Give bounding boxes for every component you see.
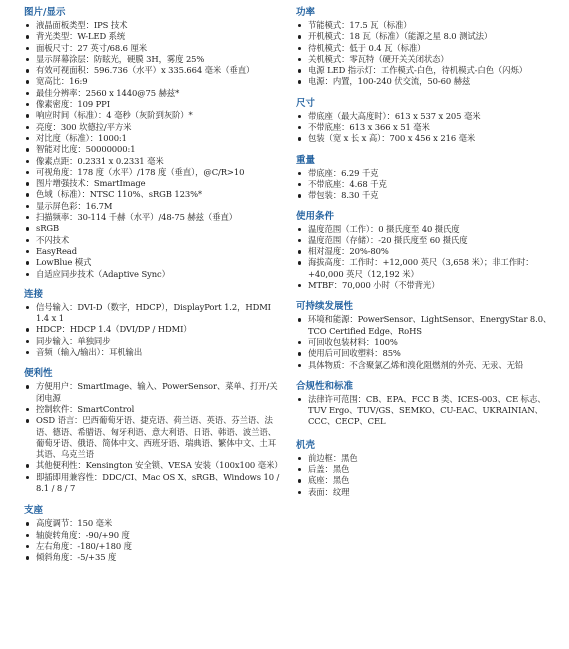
spec-item: 相对湿度：20%-80% [296, 246, 554, 257]
spec-item: 宽高比：16:9 [24, 76, 282, 87]
right-spec-section [296, 97, 554, 145]
spec-item: 不带底座：613 x 366 x 51 毫米 [296, 122, 554, 133]
spec-item: 节能模式：17.5 瓦（标准） [296, 20, 554, 31]
spec-item: 像素点距：0.2331 x 0.2331 毫米 [24, 156, 282, 167]
section-title: 支座 [24, 505, 44, 517]
spec-item: 自适应同步技术（Adaptive Sync） [24, 269, 282, 280]
spec-item: 即插即用兼容性：DDC/CI、Mac OS X、sRGB、Windows 10 / 8.1 / 8 / 7 [24, 472, 282, 495]
spec-item: 前边框：黑色 [296, 453, 554, 464]
left-spec-section [24, 367, 282, 494]
left-spec-section [24, 288, 282, 358]
spec-item: 关机模式：零瓦特（硬开关关闭状态） [296, 54, 554, 65]
spec-item: 法律许可范围：CB、EPA、FCC B 类、ICES-003、CE 标志、TUV Ergo、TUV/GS、SEMKO、CU-EAC、UKRAINIAN、CCC、CECP、CEL [296, 394, 554, 428]
spec-item: 信号输入：DVI-D（数字，HDCP），DisplayPort 1.2，HDMI 1.4 x 1 [24, 302, 282, 325]
spec-item: 可回收包装材料：100% [296, 337, 554, 348]
spec-list [296, 314, 554, 370]
spec-list [24, 381, 282, 494]
spec-item: 显示屏幕涂层：防眩光，硬膜 3H，雾度 25% [24, 54, 282, 65]
spec-list [296, 20, 554, 88]
section-title: 合规性和标准 [296, 380, 354, 392]
spec-item: OSD 语言：巴西葡萄牙语、捷克语、荷兰语、英语、芬兰语、法语、德语、希腊语、匈牙利语、意大利语、日语、韩语、波兰语、葡萄牙语、俄语、简体中文、西班牙语、瑞典语、繁体中文、土耳其语、乌克兰语 [24, 415, 282, 460]
right-spec-section [296, 210, 554, 292]
right-spec-section [296, 300, 554, 370]
section-title: 图片/显示 [24, 7, 66, 18]
spec-item: 包装（宽 x 长 x 高）：700 x 456 x 216 毫米 [296, 133, 554, 144]
spec-item: MTBF：70,000 小时（不带背光） [296, 280, 554, 291]
spec-item: 环境和能源：PowerSensor、LightSensor、EnergyStar 8.0、TCO Certified Edge、RoHS [296, 314, 554, 337]
spec-list [296, 168, 554, 202]
right-spec-section [296, 154, 554, 202]
spec-item: 温度范围（存储）：-20 摄氏度至 60 摄氏度 [296, 235, 554, 246]
spec-list [24, 20, 282, 280]
spec-item: 面板尺寸：27 英寸/68.6 厘米 [24, 43, 282, 54]
spec-item: 带底座（最大高度时）：613 x 537 x 205 毫米 [296, 111, 554, 122]
spec-item: sRGB [24, 223, 282, 234]
section-title: 机壳 [296, 439, 316, 451]
spec-list [24, 518, 282, 563]
spec-item: 左右角度：-180/+180 度 [24, 541, 282, 552]
spec-item: 电源 LED 指示灯：工作模式-白色，待机模式-白色（闪烁） [296, 65, 554, 76]
right-spec-section [296, 6, 554, 88]
spec-item: 温度范围（工作）：0 摄氏度至 40 摄氏度 [296, 224, 554, 235]
spec-item: 电源：内置，100-240 伏交流，50-60 赫兹 [296, 76, 554, 87]
spec-item: 海拔高度：工作时：+12,000 英尺（3,658 米）；非工作时：+40,000 英尺（12,192 米） [296, 257, 554, 280]
spec-item: 倾斜角度：-5/+35 度 [24, 552, 282, 563]
spec-item: 音频（输入/输出）：耳机输出 [24, 347, 282, 358]
spec-item: 背光类型：W-LED 系统 [24, 31, 282, 42]
right-spec-section [296, 439, 554, 498]
spec-item: 对比度（标准）：1000:1 [24, 133, 282, 144]
spec-item: 像素密度：109 PPI [24, 99, 282, 110]
right-spec-section [296, 380, 554, 428]
spec-item: 亮度：300 坎德拉/平方米 [24, 122, 282, 133]
spec-item: 响应时间（标准）：4 毫秒（灰阶到灰阶）* [24, 110, 282, 121]
spec-list [296, 453, 554, 498]
spec-list [296, 394, 554, 428]
section-title: 连接 [24, 288, 44, 300]
spec-item: 扫描频率：30-114 千赫（水平）/48-75 赫兹（垂直） [24, 212, 282, 223]
section-title: 便利性 [24, 368, 53, 380]
spec-item: 可视角度：178 度（水平）/178 度（垂直），@C/R>10 [24, 167, 282, 178]
spec-item: 后盖：黑色 [296, 464, 554, 475]
spec-item: 其他便利性：Kensington 安全锁、VESA 安装（100x100 毫米） [24, 460, 282, 471]
spec-list [296, 111, 554, 145]
spec-item: 最佳分辨率：2560 x 1440@75 赫兹* [24, 88, 282, 99]
spec-item: 具体物质：不含聚氯乙烯和溴化阻燃剂的外壳、无汞、无铅 [296, 360, 554, 371]
left-spec-section [24, 6, 282, 280]
spec-item: 有效可视面积：596.736（水平）x 335.664 毫米（垂直） [24, 65, 282, 76]
spec-item: 液晶面板类型：IPS 技术 [24, 20, 282, 31]
spec-item: 不闪技术 [24, 235, 282, 246]
spec-item: 同步输入：单独同步 [24, 336, 282, 347]
section-title: 使用条件 [296, 210, 335, 222]
spec-item: 色域（标准）：NTSC 110%、sRGB 123%* [24, 189, 282, 200]
spec-item: 轴旋转角度：-90/+90 度 [24, 530, 282, 541]
spec-item: 底座：黑色 [296, 475, 554, 486]
spec-list [296, 224, 554, 292]
section-title: 尺寸 [296, 97, 316, 109]
left-spec-section [24, 504, 282, 563]
spec-item: 高度调节：150 毫米 [24, 518, 282, 529]
spec-item: 图片增强技术：SmartImage [24, 178, 282, 189]
section-title: 可持续发展性 [296, 301, 354, 313]
spec-item: 使用后可回收塑料：85% [296, 348, 554, 359]
spec-item: 不带底座：4.68 千克 [296, 179, 554, 190]
spec-item: 待机模式：低于 0.4 瓦（标准） [296, 43, 554, 54]
spec-item: EasyRead [24, 246, 282, 257]
spec-list [24, 302, 282, 358]
spec-item: 带底座：6.29 千克 [296, 168, 554, 179]
spec-item: 方便用户：SmartImage、输入、PowerSensor、菜单、打开/关闭电源 [24, 381, 282, 404]
spec-item: 表面：纹理 [296, 487, 554, 498]
spec-item: HDCP：HDCP 1.4（DVI/DP / HDMI） [24, 324, 282, 335]
spec-item: 开机模式：18 瓦（标准）（能源之星 8.0 测试法） [296, 31, 554, 42]
right-column [296, 6, 554, 498]
spec-item: 智能对比度：50000000:1 [24, 144, 282, 155]
spec-item: 显示屏色彩：16.7M [24, 201, 282, 212]
spec-item: 控制软件：SmartControl [24, 404, 282, 415]
section-title: 重量 [296, 154, 316, 166]
section-title: 功率 [296, 7, 316, 18]
spec-item: LowBlue 模式 [24, 257, 282, 268]
left-column [24, 6, 282, 563]
spec-item: 带包装：8.30 千克 [296, 190, 554, 201]
